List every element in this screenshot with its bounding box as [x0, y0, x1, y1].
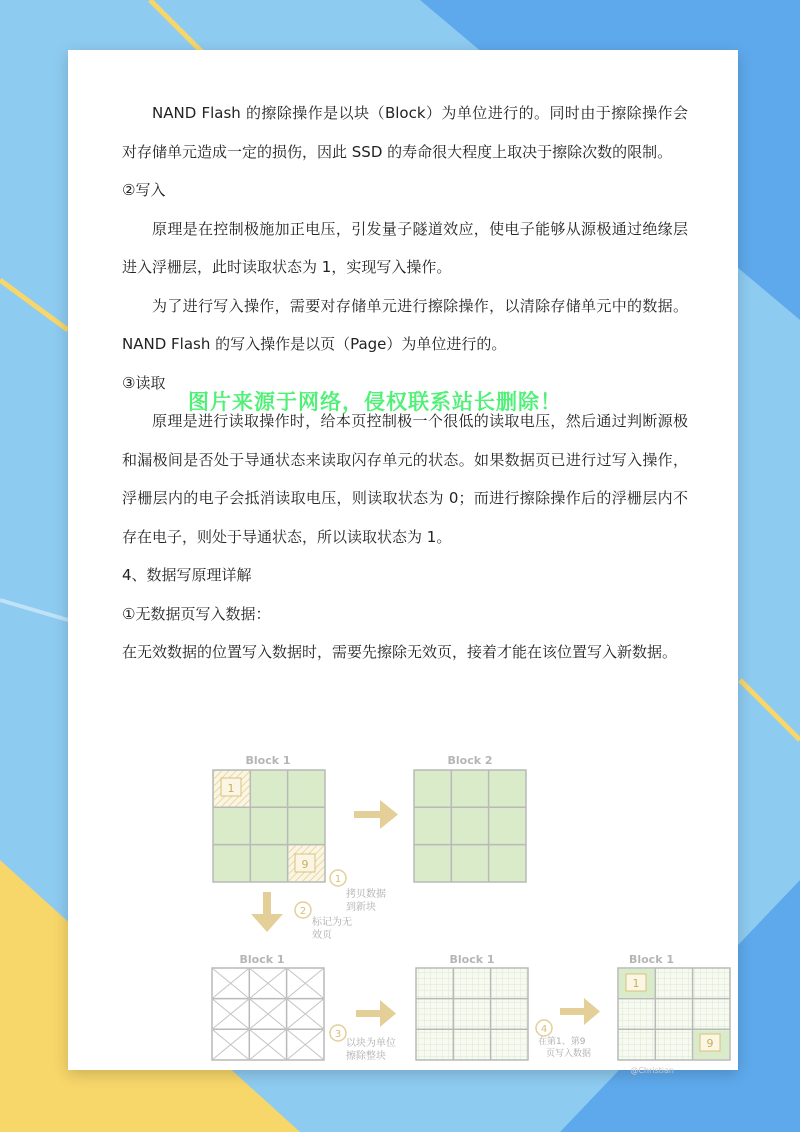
heading-write: ②写入	[122, 181, 166, 199]
svg-text:3: 3	[334, 1029, 342, 1040]
arrow-down-icon	[251, 892, 283, 932]
page-1-written: 1	[632, 977, 640, 990]
block1-erased	[416, 953, 528, 1060]
svg-text:2: 2	[299, 906, 307, 917]
step-3-caption	[330, 1025, 396, 1062]
heading-case-1: ①无数据页写入数据：	[122, 604, 271, 623]
svg-text:拷贝数据: 拷贝数据	[346, 889, 386, 900]
heading-section-4: 4、数据写原理详解	[122, 566, 252, 584]
step-1-caption	[330, 870, 386, 913]
block1-initial-label: Block 1	[245, 754, 291, 767]
arrow-right-icon	[356, 1000, 396, 1027]
svg-text:标记为无: 标记为无	[312, 917, 352, 928]
paragraph-read-principle: 原理是进行读取操作时，给本页控制极一个很低的读取电压，然后通过判断源极和漏极间是否处于导通状态来读取闪存单元的状态。如果数据页已进行过写入操作，浮栅层内的电子会抵消读取电压，则读取状态为 0；而进行擦除操作后的浮栅层内不存在电子，则处于导通状态，所以读取状态为 1。	[122, 412, 688, 546]
document-page	[68, 50, 738, 1075]
heading-read: ③读取	[122, 373, 166, 392]
svg-text:以块为单位: 以块为单位	[346, 1038, 396, 1049]
arrow-right-icon	[560, 998, 600, 1025]
document-body	[122, 94, 688, 672]
svg-text:效页: 效页	[312, 930, 332, 941]
block1-rewritten-label: Block 1	[628, 953, 674, 966]
watermark-text: 图片来源于网络，侵权联系站长删除！	[188, 390, 562, 414]
block1-invalidated-label: Block 1	[239, 953, 285, 966]
arrow-right-icon	[354, 800, 398, 829]
paragraph-case-1: 在无效数据的位置写入数据时，需要先擦除无效页，接着才能在该位置写入新数据。	[122, 643, 678, 661]
block1-invalidated	[212, 953, 324, 1060]
block2-label: Block 2	[447, 754, 493, 767]
block1-erased-label: Block 1	[449, 953, 495, 966]
step-2-caption	[295, 902, 352, 941]
svg-text:页写入数据: 页写入数据	[546, 1049, 592, 1059]
paragraph-write-page-unit: 为了进行写入操作，需要对存储单元进行擦除操作，以清除存储单元中的数据。NAND Flash 的写入操作是以页（Page）为单位进行的。	[122, 296, 688, 353]
page-9-marker: 9	[301, 858, 309, 871]
svg-text:1: 1	[334, 874, 342, 885]
image-credit: @Christian	[630, 1066, 674, 1075]
svg-text:到新块: 到新块	[346, 902, 376, 913]
block1-initial	[213, 754, 325, 882]
page-1-marker: 1	[227, 782, 235, 795]
block2-copy	[414, 754, 526, 882]
write-process-diagram	[136, 750, 714, 1075]
page-9-written: 9	[706, 1037, 714, 1050]
svg-text:4: 4	[540, 1024, 548, 1035]
block1-rewritten	[618, 953, 730, 1060]
paragraph-erase-unit: NAND Flash 的擦除操作是以块（Block）为单位进行的。同时由于擦除操作会对存储单元造成一定的损伤，因此 SSD 的寿命很大程度上取决于擦除次数的限制。	[122, 104, 688, 161]
paragraph-write-principle: 原理是在控制极施加正电压，引发量子隧道效应，使电子能够从源极通过绝缘层进入浮栅层，此时读取状态为 1，实现写入操作。	[122, 219, 688, 276]
svg-text:擦除整块: 擦除整块	[346, 1051, 386, 1062]
svg-text:在第1、第9: 在第1、第9	[538, 1037, 586, 1047]
step-4-caption	[536, 1020, 591, 1059]
